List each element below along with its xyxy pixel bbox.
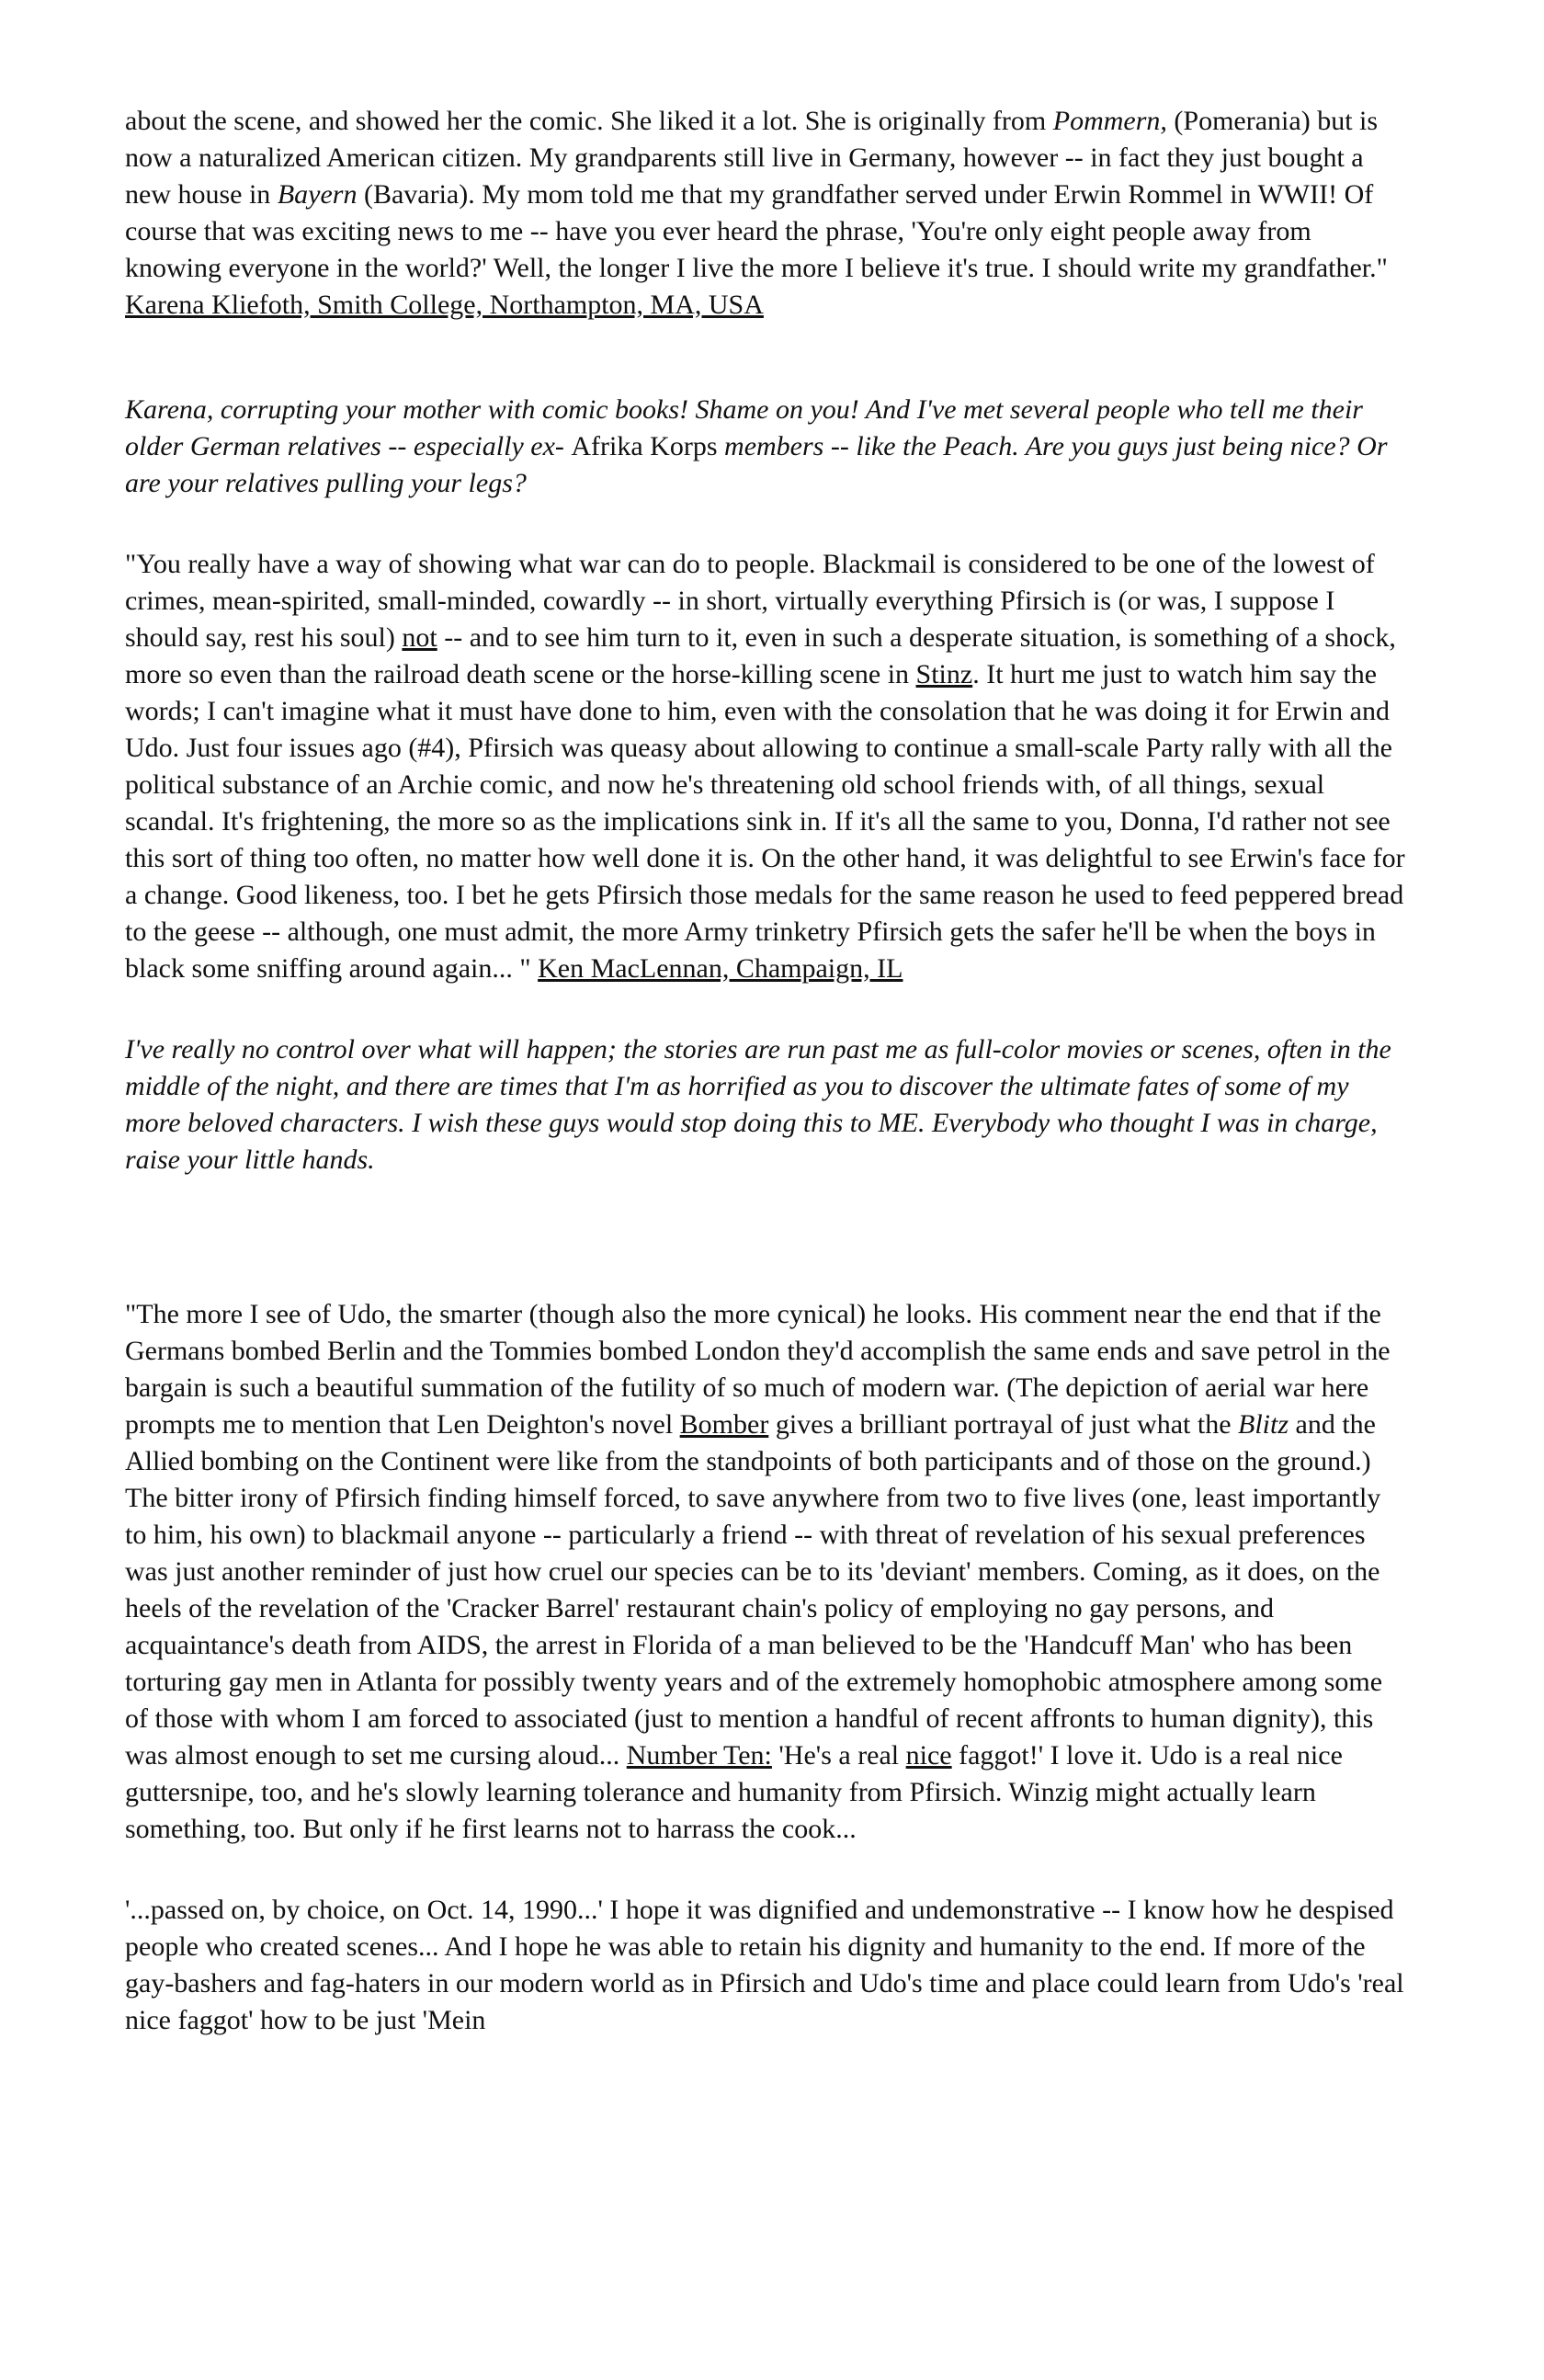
letter-text: about the scene, and showed her the comic. She liked it a lot. She is originally from bbox=[125, 106, 1053, 136]
underlined-nice: nice bbox=[905, 1740, 952, 1771]
letter-text: -- and to see him turn to it, even in such a desperate situation, is something of a shock, more so even than the railroad death scene or the horse-killing scene in bbox=[125, 622, 1396, 689]
letter-udo bbox=[125, 1296, 1406, 1848]
underlined-bomber: Bomber bbox=[679, 1409, 769, 1440]
emphasis-bayern: Bayern bbox=[277, 179, 358, 210]
letter-text: "You really have a way of showing what war can do to people. Blackmail is considered to be one of the lowest of crimes, mean-spirited, small-minded, cowardly -- in short, virtually everything Pfirsich is (or was, I suppose I should say, rest his soul) bbox=[125, 549, 1375, 653]
letter-text: gives a brilliant portrayal of just what the bbox=[768, 1409, 1239, 1440]
emphasis-pommern: Pommern, bbox=[1052, 106, 1167, 136]
editor-reply-ken: I've really no control over what will happen; the stories are run past me as full-color movies or scenes, often in the middle of the night, and there are times that I'm as horrified as you to discover the ultimate fates of some of my more beloved characters. I wish these guys would stop doing this to ME. Everybody who thought I was in charge, raise your little hands. bbox=[125, 1034, 1391, 1175]
letter-text: . It hurt me just to watch him say the words; I can't imagine what it must have done to him, even with the consolation that he was doing it for Erwin and Udo. Just four issues ago (#4), Pfirsich was queasy about allowing to continue a small-scale Party rally with all the political substance of an Archie comic, and now he's threatening old school friends with, of all things, sexual scandal. It's frightening, the more so as the implications sink in. If it's all the same to you, Donna, I'd rather not see this sort of thing too often, no matter how well done it is. On the other hand, it was delightful to see Erwin's face for a change. Good likeness, too. I bet he gets Pfirsich those medals for the same reason he used to feed peppered bread to the geese -- although, one must admit, the more Army trinketry Pfirsich gets the safer he'll be when the boys in black some sniffing around again... " bbox=[125, 659, 1405, 984]
afrika-korps-text: Afrika Korps bbox=[571, 431, 718, 461]
underlined-number-ten: Number Ten: bbox=[626, 1740, 772, 1771]
letter-text: "The more I see of Udo, the smarter (though also the more cynical) he looks. His comment near the end that if the Germans bombed Berlin and the Tommies bombed London they'd accomplish the same ends and save petrol in the bargain is such a beautiful summation of the futility of so much of modern war. (The depiction of aerial war here prompts me to mention that Len Deighton's novel bbox=[125, 1299, 1391, 1440]
signature-karena: Karena Kliefoth, Smith College, Northampton, MA, USA bbox=[125, 290, 764, 320]
underlined-stinz: Stinz bbox=[915, 659, 973, 689]
signature-ken: Ken MacLennan, Champaign, IL bbox=[538, 953, 903, 984]
underlined-not: not bbox=[402, 622, 437, 653]
letter-text: and the Allied bombing on the Continent were like from the standpoints of both participants and of those on the ground.) The bitter irony of Pfirsich finding himself forced, to save anywhere from two to five lives (one, least importantly to him, his own) to blackmail anyone -- particularly a friend -- with threat of revelation of his sexual preferences was just another reminder of just how cruel our species can be to its 'deviant' members. Coming, as it does, on the heels of the revelation of the 'Cracker Barrel' restaurant chain's policy of employing no gay persons, and acquaintance's death from AIDS, the arrest in Florida of a man believed to be the 'Handcuff Man' who has been torturing gay men in Atlanta for possibly twenty years and of the extremely homophobic atmosphere among some of those with whom I am forced to associated (just to mention a handful of recent affronts to human dignity), this was almost enough to set me cursing aloud... bbox=[125, 1409, 1383, 1771]
reply-text: members -- like the Peach. Are you guys just being nice? Or are your relatives pulling your legs? bbox=[125, 431, 1388, 498]
letter-ken bbox=[125, 546, 1406, 987]
letter-text: 'He's a real bbox=[771, 1740, 906, 1771]
emphasis-blitz: Blitz bbox=[1238, 1409, 1289, 1440]
letter-text: (Pomerania) but is now a naturalized American citizen. My grandparents still live in Germany, however -- in fact they just bought a new house in bbox=[125, 106, 1379, 210]
editor-reply-karena bbox=[125, 392, 1406, 502]
letter-passed-on: '...passed on, by choice, on Oct. 14, 1990...' I hope it was dignified and undemonstrative -- I know how he despised people who created scenes... And I hope he was able to retain his dignity and humanity to the end. If more of the gay-bashers and fag-haters in our modern world as in Pfirsich and Udo's time and place could learn from Udo's 'real nice faggot' how to be just 'Mein bbox=[125, 1895, 1404, 2035]
letter-karena bbox=[125, 103, 1406, 324]
reply-text: Karena, corrupting your mother with comic books! Shame on you! And I've met several people who tell me their older German relatives -- especially ex- bbox=[125, 394, 1363, 461]
letter-text: faggot!' I love it. Udo is a real nice guttersnipe, too, and he's slowly learning tolerance and humanity from Pfirsich. Winzig might actually learn something, too. But only if he first learns not to harrass the cook... bbox=[125, 1740, 1343, 1844]
letter-text: (Bavaria). My mom told me that my grandfather served under Erwin Rommel in WWII! Of course that was exciting news to me -- have you ever heard the phrase, 'You're only eight people away from knowing everyone in the world?' Well, the longer I live the more I believe it's true. I should write my grandfather." bbox=[125, 179, 1388, 283]
